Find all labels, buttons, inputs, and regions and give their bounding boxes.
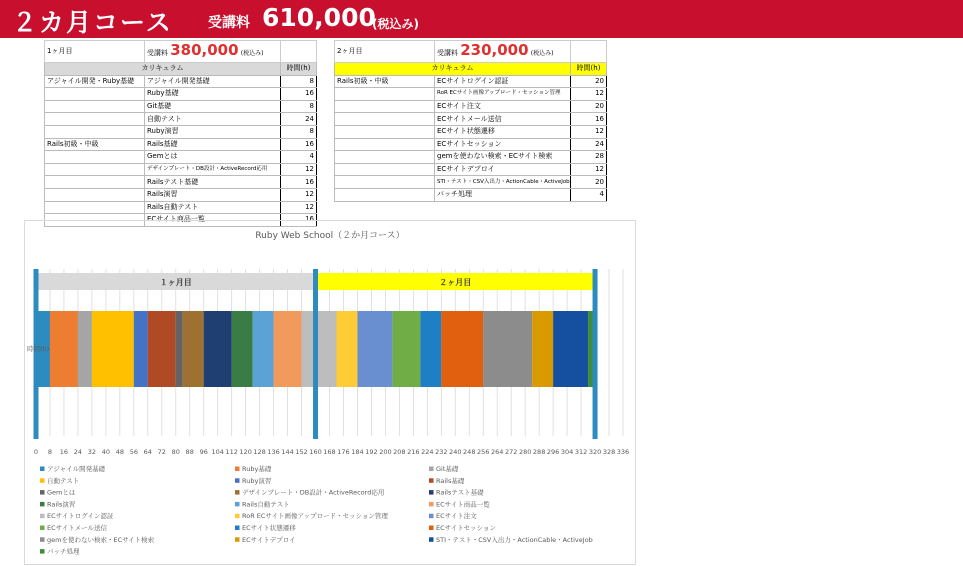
table-row	[335, 176, 607, 189]
legend-swatch	[235, 478, 240, 483]
hours-cell: 16	[571, 113, 607, 126]
x-tick-label: 0	[33, 448, 39, 456]
month2-blank	[571, 41, 607, 63]
x-tick-label: 296	[546, 448, 560, 456]
month1-fee-label: 受講料	[147, 48, 168, 57]
legend-label: Git基礎	[436, 465, 459, 473]
item-cell: ECサイトログイン認証	[435, 75, 571, 88]
hours-cell: 8	[281, 100, 317, 113]
legend-swatch	[40, 502, 45, 507]
category-cell	[335, 100, 435, 113]
item-cell: ECサイト商品一覧	[145, 214, 281, 227]
item-cell: デザインプレート・DB設計・ActiveRecord応用	[145, 163, 281, 176]
item-cell: バッチ処理	[435, 188, 571, 201]
table-row	[45, 176, 317, 189]
x-tick-label: 80	[171, 448, 180, 456]
bar-segment	[204, 311, 232, 387]
month2-label: 2ヶ月目	[335, 41, 435, 63]
bar-segment	[274, 311, 302, 387]
item-cell: Git基礎	[145, 100, 281, 113]
period-marker	[34, 269, 39, 439]
category-cell	[45, 176, 145, 189]
table-row	[45, 75, 317, 88]
category-cell	[45, 125, 145, 138]
hours-cell: 12	[281, 201, 317, 214]
month1-rows	[45, 75, 317, 226]
item-cell: Rails演習	[145, 188, 281, 201]
legend-label: ECサイト注文	[436, 512, 477, 521]
table-row	[45, 138, 317, 151]
legend-label: Rails基礎	[436, 476, 465, 485]
legend-label: gemを使わない検索・ECサイト検索	[47, 535, 155, 544]
x-tick-label: 32	[87, 448, 97, 456]
category-cell	[335, 188, 435, 201]
month2-price: 230,000	[460, 40, 529, 59]
x-tick-label: 24	[73, 448, 83, 456]
category-cell	[335, 163, 435, 176]
table-row	[335, 113, 607, 126]
bar-segment	[232, 311, 253, 387]
bar-segment	[148, 311, 176, 387]
table-row	[45, 100, 317, 113]
hours-cell: 24	[571, 138, 607, 151]
month1-price: 380,000	[170, 40, 239, 59]
table-row	[45, 88, 317, 101]
x-tick-label: 264	[491, 448, 504, 456]
legend-label: STI・テスト・CSV入出力・ActionCable・ActiveJob	[436, 535, 593, 544]
legend-label: Rails自動テスト	[242, 500, 290, 509]
x-tick-label: 72	[157, 448, 166, 456]
x-tick-label: 312	[574, 448, 588, 456]
category-cell	[45, 88, 145, 101]
hours-cell: 16	[281, 176, 317, 189]
x-tick-label: 128	[253, 448, 266, 456]
bar-segment	[183, 311, 204, 387]
legend-label: Rails演習	[47, 500, 76, 509]
x-tick-label: 192	[365, 448, 378, 456]
x-tick-label: 16	[59, 448, 69, 456]
legend-label: ECサイトメール送信	[47, 524, 107, 532]
hours-cell: 12	[571, 88, 607, 101]
legend-label: ECサイト状態遷移	[242, 524, 296, 532]
x-tick-label: 168	[323, 448, 336, 456]
month2-header-row	[335, 41, 607, 63]
item-cell: STI・テスト・CSV入出力・ActionCable・ActiveJob	[435, 176, 571, 189]
bar-segment	[532, 311, 553, 387]
legend-swatch	[40, 549, 45, 554]
legend-swatch	[235, 514, 240, 519]
x-tick-label: 280	[518, 448, 532, 456]
bar-segment	[176, 311, 183, 387]
legend-label: ECサイトデプロイ	[242, 535, 296, 544]
hours-cell: 12	[281, 163, 317, 176]
x-tick-label: 320	[588, 448, 602, 456]
x-tick-label: 176	[337, 448, 350, 456]
x-tick-label: 112	[225, 448, 238, 456]
item-cell: Railsテスト基礎	[145, 176, 281, 189]
month1-column-header	[45, 63, 317, 76]
chart-title: Ruby Web School（２か月コース）	[255, 231, 405, 241]
legend-label: バッチ処理	[47, 547, 80, 556]
month1-curriculum-table	[44, 40, 317, 227]
hours-cell: 16	[281, 214, 317, 227]
month1-curriculum-header: カリキュラム	[45, 63, 281, 76]
total-tax-note: (税込み)	[372, 17, 419, 31]
month1-tax-note: (税込み)	[240, 49, 264, 57]
x-tick-label: 56	[129, 448, 138, 456]
total-fee-label: 受講料	[208, 15, 250, 31]
table-row	[335, 88, 607, 101]
bar-segment	[134, 311, 148, 387]
month1-header-row	[45, 41, 317, 63]
bar-segment	[50, 311, 78, 387]
month2-curriculum-header: カリキュラム	[335, 63, 571, 76]
category-cell: アジャイル開発・Ruby基礎	[45, 75, 145, 88]
item-cell: gemを使わない検索・ECサイト検索	[435, 151, 571, 164]
legend-label: アジャイル開発基礎	[47, 465, 106, 473]
item-cell: ECサイト状態遷移	[435, 125, 571, 138]
hours-cell: 4	[281, 151, 317, 164]
x-tick-label: 184	[351, 448, 364, 456]
x-tick-label: 64	[143, 448, 152, 456]
category-cell	[45, 163, 145, 176]
schedule-chart	[24, 220, 636, 565]
x-tick-label: 232	[435, 448, 448, 456]
table-row	[45, 151, 317, 164]
item-cell: ECサイトセッション	[435, 138, 571, 151]
hours-cell: 20	[571, 75, 607, 88]
x-tick-label: 288	[532, 448, 546, 456]
table-row	[335, 100, 607, 113]
month2-fee	[435, 41, 571, 63]
table-row	[335, 138, 607, 151]
hours-cell: 12	[281, 188, 317, 201]
category-cell	[335, 88, 435, 101]
legend-label: Ruby演習	[242, 476, 272, 485]
bar-segment	[357, 311, 392, 387]
category-cell	[45, 100, 145, 113]
table-row	[335, 75, 607, 88]
bar-segment	[441, 311, 483, 387]
legend-label: 自動テスト	[47, 476, 80, 485]
course-title: ２カ月コース	[12, 8, 173, 37]
x-tick-label: 336	[616, 448, 630, 456]
legend-swatch	[235, 490, 240, 495]
hours-cell: 4	[571, 188, 607, 201]
month2-column-header	[335, 63, 607, 76]
hours-cell: 24	[281, 113, 317, 126]
legend-label: Railsテスト基礎	[436, 488, 484, 497]
item-cell: ECサイト注文	[435, 100, 571, 113]
hours-cell: 16	[281, 88, 317, 101]
category-cell	[335, 151, 435, 164]
month1-hours-header: 時間(h)	[281, 63, 317, 76]
x-tick-label: 248	[463, 448, 476, 456]
hours-cell: 12	[571, 125, 607, 138]
bar-segment	[92, 311, 134, 387]
legend-swatch	[235, 467, 240, 472]
bar-segment	[483, 311, 532, 387]
hours-cell: 12	[571, 163, 607, 176]
category-cell: Rails初級・中級	[335, 75, 435, 88]
category-cell	[45, 201, 145, 214]
legend-label: Ruby基礎	[242, 465, 272, 473]
month1-label: 1ヶ月目	[45, 41, 145, 63]
total-price: 610,000	[262, 3, 376, 32]
item-cell: ECサイトデプロイ	[435, 163, 571, 176]
legend-label: ECサイトログイン認証	[47, 512, 114, 521]
category-cell: Rails初級・中級	[45, 138, 145, 151]
legend-swatch	[429, 467, 434, 472]
table-row	[45, 201, 317, 214]
bar-segment	[392, 311, 420, 387]
month2-tax-note: (税込み)	[530, 49, 554, 57]
month2-hours-header: 時間(h)	[571, 63, 607, 76]
hours-cell: 20	[571, 100, 607, 113]
bar-segment	[302, 311, 337, 387]
legend-swatch	[235, 537, 240, 542]
table-row	[335, 163, 607, 176]
period-label: ２ヶ月目	[439, 278, 472, 287]
bar-segment	[420, 311, 441, 387]
item-cell: Rails自動テスト	[145, 201, 281, 214]
x-tick-label: 208	[393, 448, 406, 456]
legend-label: Gemとは	[47, 488, 76, 497]
category-cell	[335, 125, 435, 138]
item-cell: 自動テスト	[145, 113, 281, 126]
x-tick-label: 224	[421, 448, 434, 456]
table-row	[45, 163, 317, 176]
legend-swatch	[40, 514, 45, 519]
item-cell: アジャイル開発基礎	[145, 75, 281, 88]
legend-swatch	[429, 526, 434, 531]
y-axis-label: 時間(h)	[27, 345, 50, 353]
month2-fee-label: 受講料	[437, 48, 458, 57]
hours-cell: 28	[571, 151, 607, 164]
table-row	[335, 188, 607, 201]
month1-blank	[281, 41, 317, 63]
legend-swatch	[40, 526, 45, 531]
x-tick-label: 40	[101, 448, 111, 456]
legend-swatch	[429, 514, 434, 519]
x-tick-label: 88	[185, 448, 194, 456]
bar-segment	[553, 311, 588, 387]
hours-cell: 8	[281, 125, 317, 138]
legend-label: RoR ECサイト画像アップロード・セッション管理	[242, 512, 388, 521]
x-tick-label: 328	[602, 448, 616, 456]
x-tick-label: 200	[379, 448, 392, 456]
table-row	[45, 125, 317, 138]
x-tick-label: 216	[407, 448, 420, 456]
x-tick-label: 48	[115, 448, 124, 456]
x-tick-label: 256	[477, 448, 490, 456]
x-tick-label: 240	[449, 448, 462, 456]
legend-swatch	[429, 490, 434, 495]
legend-swatch	[40, 478, 45, 483]
legend-swatch	[40, 467, 45, 472]
table-row	[45, 188, 317, 201]
category-cell	[45, 113, 145, 126]
item-cell: Ruby演習	[145, 125, 281, 138]
item-cell: Rails基礎	[145, 138, 281, 151]
item-cell: ECサイトメール送信	[435, 113, 571, 126]
period-marker	[593, 269, 598, 439]
hours-cell: 16	[281, 138, 317, 151]
legend-swatch	[429, 478, 434, 483]
month2-rows	[335, 75, 607, 201]
x-tick-label: 144	[281, 448, 294, 456]
x-tick-label: 8	[47, 448, 53, 456]
bar-segment	[78, 311, 92, 387]
table-row	[335, 125, 607, 138]
month1-fee	[145, 41, 281, 63]
period-label: １ヶ月目	[159, 278, 192, 287]
x-tick-label: 152	[295, 448, 308, 456]
category-cell	[335, 113, 435, 126]
table-row	[45, 113, 317, 126]
bar-segment	[253, 311, 274, 387]
category-cell	[335, 138, 435, 151]
legend-label: ECサイトセッション	[436, 524, 496, 532]
course-banner	[0, 0, 963, 38]
hours-cell: 20	[571, 176, 607, 189]
hours-cell: 8	[281, 75, 317, 88]
table-row	[335, 151, 607, 164]
x-tick-label: 96	[199, 448, 208, 456]
legend-swatch	[429, 502, 434, 507]
item-cell: RoR ECサイト画像アップロード・セッション管理	[435, 88, 571, 101]
x-tick-label: 304	[560, 448, 574, 456]
period-marker	[313, 269, 318, 439]
legend-swatch	[40, 537, 45, 542]
item-cell: Gemとは	[145, 151, 281, 164]
legend-swatch	[235, 526, 240, 531]
x-tick-label: 120	[239, 448, 252, 456]
x-tick-label: 104	[211, 448, 224, 456]
legend-label: デザインプレート・DB設計・ActiveRecord応用	[242, 488, 385, 497]
legend-swatch	[40, 490, 45, 495]
bar-segment	[336, 311, 357, 387]
category-cell	[45, 151, 145, 164]
category-cell	[45, 188, 145, 201]
x-tick-label: 136	[267, 448, 280, 456]
schedule-chart-svg	[25, 221, 635, 564]
legend-swatch	[235, 502, 240, 507]
legend-label: ECサイト商品一覧	[436, 500, 490, 509]
x-tick-label: 160	[309, 448, 322, 456]
item-cell: Ruby基礎	[145, 88, 281, 101]
legend-swatch	[429, 537, 434, 542]
category-cell	[335, 176, 435, 189]
x-tick-label: 272	[504, 448, 518, 456]
month2-curriculum-table	[334, 40, 607, 202]
